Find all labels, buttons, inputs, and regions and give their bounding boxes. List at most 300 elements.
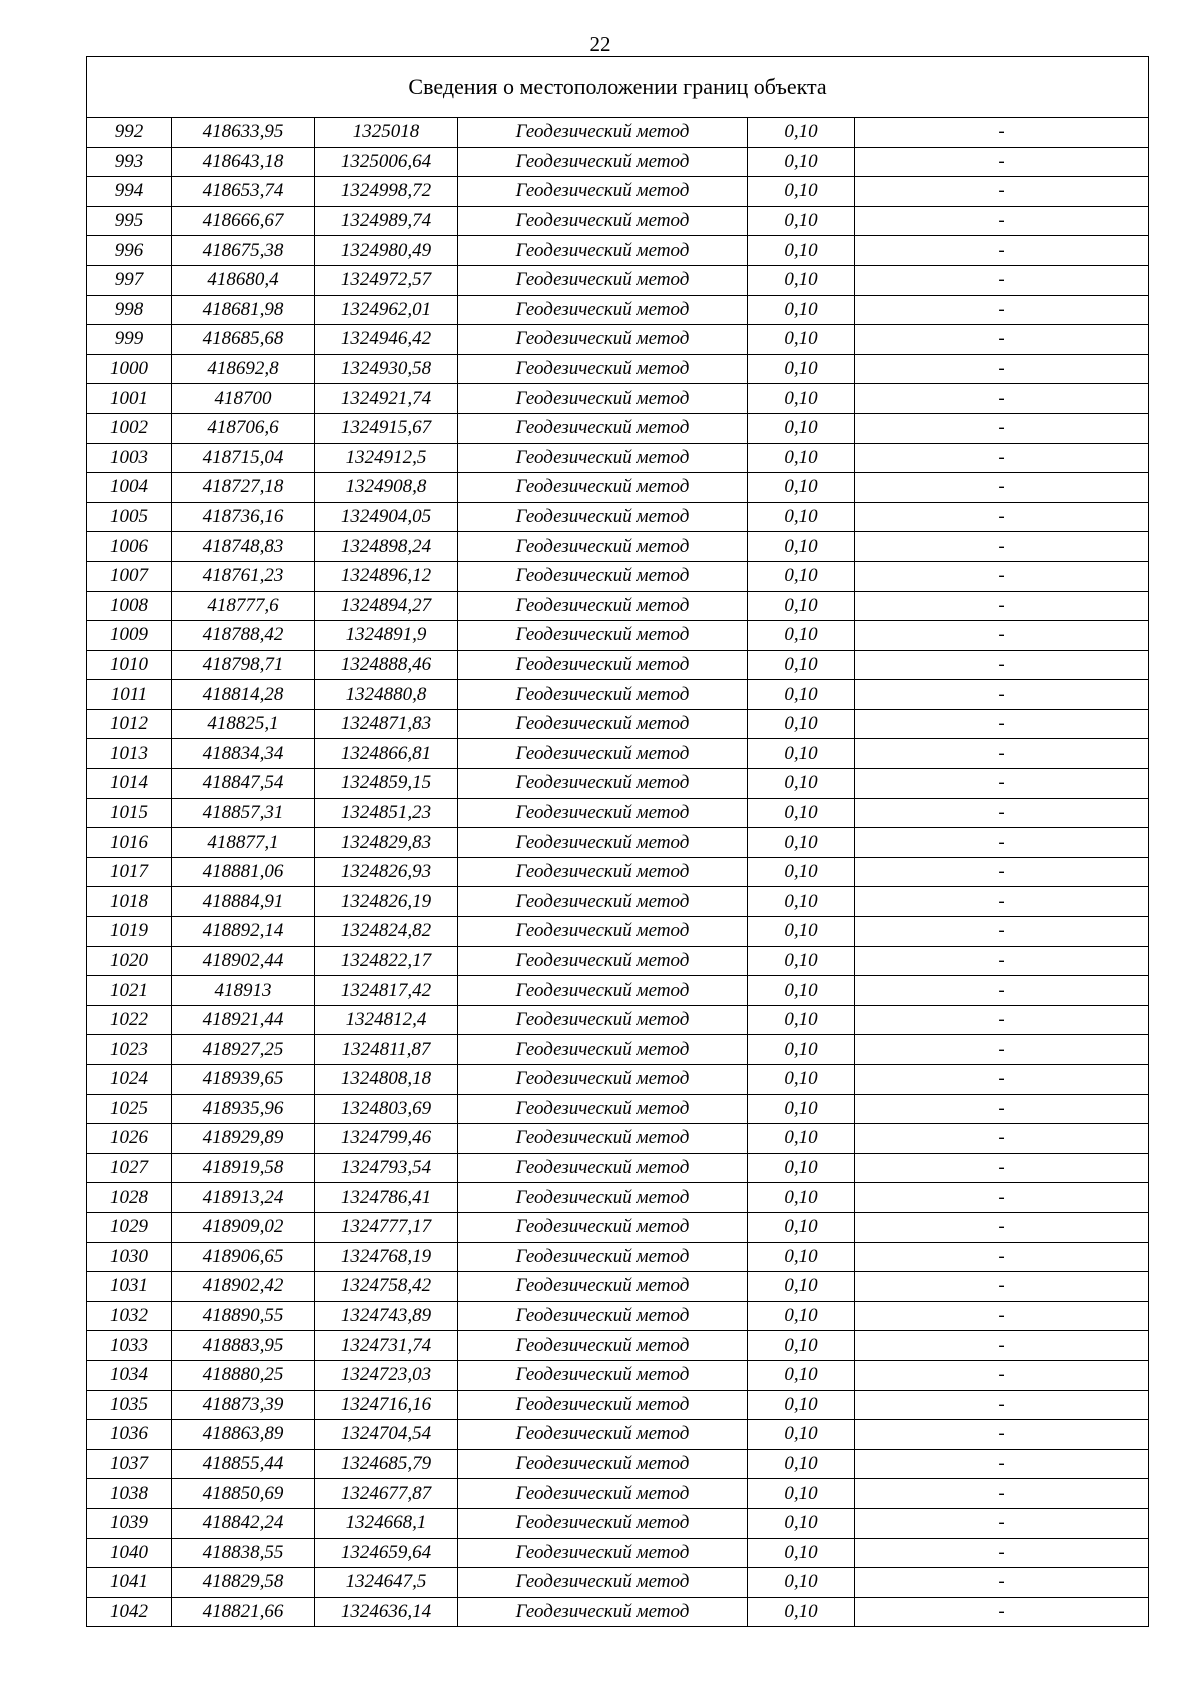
point-number-cell: 1035 [87,1390,172,1420]
accuracy-cell: 0,10 [748,1420,855,1450]
description-cell: - [855,680,1149,710]
method-cell: Геодезический метод [458,473,748,503]
description-cell: - [855,443,1149,473]
method-cell: Геодезический метод [458,680,748,710]
point-number-cell: 1003 [87,443,172,473]
description-cell: - [855,147,1149,177]
table-row [87,206,1149,236]
description-cell: - [855,887,1149,917]
point-number-cell: 1021 [87,976,172,1006]
x-coordinate-cell: 418681,98 [172,295,315,325]
point-number-cell: 1001 [87,384,172,414]
point-number-cell: 1014 [87,769,172,799]
method-cell: Геодезический метод [458,147,748,177]
y-coordinate-cell: 1324826,19 [315,887,458,917]
method-cell: Геодезический метод [458,1183,748,1213]
table-row [87,857,1149,887]
x-coordinate-cell: 418847,54 [172,769,315,799]
y-coordinate-cell: 1324829,83 [315,828,458,858]
accuracy-cell: 0,10 [748,1508,855,1538]
x-coordinate-cell: 418653,74 [172,177,315,207]
x-coordinate-cell: 418881,06 [172,857,315,887]
x-coordinate-cell: 418873,39 [172,1390,315,1420]
method-cell: Геодезический метод [458,1065,748,1095]
method-cell: Геодезический метод [458,1272,748,1302]
y-coordinate-cell: 1324777,17 [315,1212,458,1242]
point-number-cell: 1000 [87,354,172,384]
method-cell: Геодезический метод [458,1568,748,1598]
description-cell: - [855,384,1149,414]
y-coordinate-cell: 1324786,41 [315,1183,458,1213]
x-coordinate-cell: 418863,89 [172,1420,315,1450]
accuracy-cell: 0,10 [748,1124,855,1154]
method-cell: Геодезический метод [458,1301,748,1331]
description-cell: - [855,118,1149,148]
point-number-cell: 1030 [87,1242,172,1272]
point-number-cell: 1032 [87,1301,172,1331]
accuracy-cell: 0,10 [748,1094,855,1124]
description-cell: - [855,1035,1149,1065]
y-coordinate-cell: 1324659,64 [315,1538,458,1568]
table-row [87,325,1149,355]
point-number-cell: 1015 [87,798,172,828]
description-cell: - [855,1420,1149,1450]
table-row [87,976,1149,1006]
table-row [87,650,1149,680]
accuracy-cell: 0,10 [748,1183,855,1213]
x-coordinate-cell: 418921,44 [172,1005,315,1035]
description-cell: - [855,473,1149,503]
x-coordinate-cell: 418883,95 [172,1331,315,1361]
method-cell: Геодезический метод [458,265,748,295]
accuracy-cell: 0,10 [748,857,855,887]
method-cell: Геодезический метод [458,443,748,473]
table-row [87,798,1149,828]
point-number-cell: 1016 [87,828,172,858]
description-cell: - [855,828,1149,858]
accuracy-cell: 0,10 [748,1331,855,1361]
accuracy-cell: 0,10 [748,295,855,325]
accuracy-cell: 0,10 [748,1597,855,1627]
table-row [87,1449,1149,1479]
y-coordinate-cell: 1324636,14 [315,1597,458,1627]
point-number-cell: 992 [87,118,172,148]
y-coordinate-cell: 1324891,9 [315,621,458,651]
accuracy-cell: 0,10 [748,1538,855,1568]
method-cell: Геодезический метод [458,1420,748,1450]
y-coordinate-cell: 1324915,67 [315,413,458,443]
description-cell: - [855,1538,1149,1568]
method-cell: Геодезический метод [458,1242,748,1272]
accuracy-cell: 0,10 [748,621,855,651]
x-coordinate-cell: 418929,89 [172,1124,315,1154]
y-coordinate-cell: 1324946,42 [315,325,458,355]
description-cell: - [855,1479,1149,1509]
description-cell: - [855,1153,1149,1183]
point-number-cell: 1018 [87,887,172,917]
table-row [87,236,1149,266]
table-row [87,887,1149,917]
y-coordinate-cell: 1324822,17 [315,946,458,976]
point-number-cell: 1007 [87,561,172,591]
method-cell: Геодезический метод [458,354,748,384]
y-coordinate-cell: 1324859,15 [315,769,458,799]
y-coordinate-cell: 1324989,74 [315,206,458,236]
y-coordinate-cell: 1324851,23 [315,798,458,828]
description-cell: - [855,917,1149,947]
method-cell: Геодезический метод [458,384,748,414]
accuracy-cell: 0,10 [748,413,855,443]
point-number-cell: 1002 [87,413,172,443]
description-cell: - [855,1094,1149,1124]
x-coordinate-cell: 418855,44 [172,1449,315,1479]
point-number-cell: 1039 [87,1508,172,1538]
table-row [87,591,1149,621]
table-row [87,147,1149,177]
x-coordinate-cell: 418935,96 [172,1094,315,1124]
method-cell: Геодезический метод [458,769,748,799]
y-coordinate-cell: 1324731,74 [315,1331,458,1361]
description-cell: - [855,621,1149,651]
method-cell: Геодезический метод [458,1538,748,1568]
point-number-cell: 995 [87,206,172,236]
table-row [87,1124,1149,1154]
table-row [87,1331,1149,1361]
x-coordinate-cell: 418877,1 [172,828,315,858]
description-cell: - [855,1272,1149,1302]
accuracy-cell: 0,10 [748,887,855,917]
x-coordinate-cell: 418902,44 [172,946,315,976]
description-cell: - [855,1360,1149,1390]
description-cell: - [855,265,1149,295]
table-row [87,443,1149,473]
description-cell: - [855,1065,1149,1095]
description-cell: - [855,1124,1149,1154]
point-number-cell: 999 [87,325,172,355]
x-coordinate-cell: 418857,31 [172,798,315,828]
y-coordinate-cell: 1324803,69 [315,1094,458,1124]
method-cell: Геодезический метод [458,917,748,947]
x-coordinate-cell: 418798,71 [172,650,315,680]
method-cell: Геодезический метод [458,1153,748,1183]
x-coordinate-cell: 418939,65 [172,1065,315,1095]
accuracy-cell: 0,10 [748,680,855,710]
table-row [87,561,1149,591]
point-number-cell: 1020 [87,946,172,976]
point-number-cell: 1027 [87,1153,172,1183]
y-coordinate-cell: 1324716,16 [315,1390,458,1420]
point-number-cell: 1013 [87,739,172,769]
accuracy-cell: 0,10 [748,1035,855,1065]
y-coordinate-cell: 1324824,82 [315,917,458,947]
point-number-cell: 1026 [87,1124,172,1154]
method-cell: Геодезический метод [458,650,748,680]
table-row [87,265,1149,295]
y-coordinate-cell: 1324898,24 [315,532,458,562]
accuracy-cell: 0,10 [748,1242,855,1272]
point-number-cell: 1019 [87,917,172,947]
method-cell: Геодезический метод [458,828,748,858]
x-coordinate-cell: 418927,25 [172,1035,315,1065]
method-cell: Геодезический метод [458,1597,748,1627]
y-coordinate-cell: 1324768,19 [315,1242,458,1272]
accuracy-cell: 0,10 [748,828,855,858]
description-cell: - [855,798,1149,828]
accuracy-cell: 0,10 [748,1449,855,1479]
table-row [87,502,1149,532]
table-row [87,739,1149,769]
accuracy-cell: 0,10 [748,325,855,355]
method-cell: Геодезический метод [458,206,748,236]
accuracy-cell: 0,10 [748,1360,855,1390]
table-row [87,828,1149,858]
y-coordinate-cell: 1324704,54 [315,1420,458,1450]
y-coordinate-cell: 1324677,87 [315,1479,458,1509]
point-number-cell: 1041 [87,1568,172,1598]
description-cell: - [855,1183,1149,1213]
description-cell: - [855,1331,1149,1361]
method-cell: Геодезический метод [458,1390,748,1420]
method-cell: Геодезический метод [458,561,748,591]
y-coordinate-cell: 1324866,81 [315,739,458,769]
point-number-cell: 994 [87,177,172,207]
method-cell: Геодезический метод [458,1449,748,1479]
point-number-cell: 1028 [87,1183,172,1213]
x-coordinate-cell: 418919,58 [172,1153,315,1183]
table-row [87,1035,1149,1065]
table-row [87,413,1149,443]
method-cell: Геодезический метод [458,1212,748,1242]
table-row [87,946,1149,976]
point-number-cell: 1009 [87,621,172,651]
table-body [87,118,1149,1627]
accuracy-cell: 0,10 [748,1272,855,1302]
x-coordinate-cell: 418902,42 [172,1272,315,1302]
point-number-cell: 996 [87,236,172,266]
accuracy-cell: 0,10 [748,236,855,266]
y-coordinate-cell: 1324921,74 [315,384,458,414]
boundary-table-sheet [86,56,1148,1627]
accuracy-cell: 0,10 [748,769,855,799]
y-coordinate-cell: 1324808,18 [315,1065,458,1095]
method-cell: Геодезический метод [458,709,748,739]
y-coordinate-cell: 1324904,05 [315,502,458,532]
x-coordinate-cell: 418850,69 [172,1479,315,1509]
y-coordinate-cell: 1324799,46 [315,1124,458,1154]
x-coordinate-cell: 418842,24 [172,1508,315,1538]
table-row [87,1212,1149,1242]
description-cell: - [855,206,1149,236]
description-cell: - [855,354,1149,384]
table-row [87,1479,1149,1509]
method-cell: Геодезический метод [458,857,748,887]
x-coordinate-cell: 418788,42 [172,621,315,651]
point-number-cell: 1038 [87,1479,172,1509]
y-coordinate-cell: 1324972,57 [315,265,458,295]
y-coordinate-cell: 1324888,46 [315,650,458,680]
x-coordinate-cell: 418821,66 [172,1597,315,1627]
x-coordinate-cell: 418706,6 [172,413,315,443]
accuracy-cell: 0,10 [748,1065,855,1095]
x-coordinate-cell: 418906,65 [172,1242,315,1272]
y-coordinate-cell: 1324812,4 [315,1005,458,1035]
description-cell: - [855,502,1149,532]
accuracy-cell: 0,10 [748,1390,855,1420]
y-coordinate-cell: 1324930,58 [315,354,458,384]
method-cell: Геодезический метод [458,177,748,207]
point-number-cell: 1029 [87,1212,172,1242]
description-cell: - [855,325,1149,355]
description-cell: - [855,976,1149,1006]
x-coordinate-cell: 418685,68 [172,325,315,355]
table-row [87,1420,1149,1450]
x-coordinate-cell: 418834,34 [172,739,315,769]
x-coordinate-cell: 418680,4 [172,265,315,295]
table-row [87,1597,1149,1627]
accuracy-cell: 0,10 [748,1212,855,1242]
description-cell: - [855,709,1149,739]
point-number-cell: 1042 [87,1597,172,1627]
point-number-cell: 1040 [87,1538,172,1568]
table-row [87,1242,1149,1272]
description-cell: - [855,857,1149,887]
accuracy-cell: 0,10 [748,917,855,947]
method-cell: Геодезический метод [458,118,748,148]
x-coordinate-cell: 418913 [172,976,315,1006]
description-cell: - [855,177,1149,207]
x-coordinate-cell: 418736,16 [172,502,315,532]
y-coordinate-cell: 1324826,93 [315,857,458,887]
y-coordinate-cell: 1324685,79 [315,1449,458,1479]
description-cell: - [855,769,1149,799]
point-number-cell: 1006 [87,532,172,562]
point-number-cell: 1024 [87,1065,172,1095]
x-coordinate-cell: 418777,6 [172,591,315,621]
accuracy-cell: 0,10 [748,532,855,562]
table-row [87,621,1149,651]
y-coordinate-cell: 1324980,49 [315,236,458,266]
y-coordinate-cell: 1325006,64 [315,147,458,177]
x-coordinate-cell: 418884,91 [172,887,315,917]
description-cell: - [855,1508,1149,1538]
method-cell: Геодезический метод [458,887,748,917]
description-cell: - [855,591,1149,621]
method-cell: Геодезический метод [458,1035,748,1065]
method-cell: Геодезический метод [458,295,748,325]
description-cell: - [855,946,1149,976]
method-cell: Геодезический метод [458,1005,748,1035]
point-number-cell: 1012 [87,709,172,739]
x-coordinate-cell: 418633,95 [172,118,315,148]
accuracy-cell: 0,10 [748,709,855,739]
method-cell: Геодезический метод [458,591,748,621]
y-coordinate-cell: 1324896,12 [315,561,458,591]
table-row [87,1065,1149,1095]
y-coordinate-cell: 1324880,8 [315,680,458,710]
description-cell: - [855,1301,1149,1331]
accuracy-cell: 0,10 [748,118,855,148]
x-coordinate-cell: 418692,8 [172,354,315,384]
point-number-cell: 1023 [87,1035,172,1065]
x-coordinate-cell: 418890,55 [172,1301,315,1331]
y-coordinate-cell: 1324912,5 [315,443,458,473]
accuracy-cell: 0,10 [748,502,855,532]
x-coordinate-cell: 418814,28 [172,680,315,710]
accuracy-cell: 0,10 [748,1568,855,1598]
table-row [87,1301,1149,1331]
method-cell: Геодезический метод [458,976,748,1006]
accuracy-cell: 0,10 [748,1479,855,1509]
accuracy-cell: 0,10 [748,1153,855,1183]
description-cell: - [855,650,1149,680]
accuracy-cell: 0,10 [748,1301,855,1331]
description-cell: - [855,532,1149,562]
y-coordinate-cell: 1324758,42 [315,1272,458,1302]
method-cell: Геодезический метод [458,946,748,976]
x-coordinate-cell: 418825,1 [172,709,315,739]
accuracy-cell: 0,10 [748,265,855,295]
x-coordinate-cell: 418909,02 [172,1212,315,1242]
x-coordinate-cell: 418761,23 [172,561,315,591]
y-coordinate-cell: 1324668,1 [315,1508,458,1538]
description-cell: - [855,1212,1149,1242]
method-cell: Геодезический метод [458,1360,748,1390]
description-cell: - [855,295,1149,325]
y-coordinate-cell: 1324998,72 [315,177,458,207]
x-coordinate-cell: 418880,25 [172,1360,315,1390]
accuracy-cell: 0,10 [748,473,855,503]
table-row [87,1183,1149,1213]
method-cell: Геодезический метод [458,236,748,266]
method-cell: Геодезический метод [458,1094,748,1124]
method-cell: Геодезический метод [458,532,748,562]
method-cell: Геодезический метод [458,1508,748,1538]
page-number: 22 [589,32,611,56]
y-coordinate-cell: 1324811,87 [315,1035,458,1065]
table-row [87,177,1149,207]
description-cell: - [855,1597,1149,1627]
accuracy-cell: 0,10 [748,561,855,591]
table-row [87,1153,1149,1183]
x-coordinate-cell: 418727,18 [172,473,315,503]
table-row [87,1508,1149,1538]
table-row [87,1390,1149,1420]
boundary-coordinates-table [86,56,1149,1627]
description-cell: - [855,236,1149,266]
point-number-cell: 1036 [87,1420,172,1450]
description-cell: - [855,1390,1149,1420]
table-row [87,1538,1149,1568]
y-coordinate-cell: 1324793,54 [315,1153,458,1183]
point-number-cell: 1004 [87,473,172,503]
accuracy-cell: 0,10 [748,591,855,621]
table-title: Сведения о местоположении границ объекта [87,57,1149,118]
accuracy-cell: 0,10 [748,177,855,207]
method-cell: Геодезический метод [458,1124,748,1154]
accuracy-cell: 0,10 [748,443,855,473]
accuracy-cell: 0,10 [748,1005,855,1035]
x-coordinate-cell: 418748,83 [172,532,315,562]
x-coordinate-cell: 418715,04 [172,443,315,473]
point-number-cell: 1037 [87,1449,172,1479]
description-cell: - [855,739,1149,769]
method-cell: Геодезический метод [458,621,748,651]
table-row [87,473,1149,503]
x-coordinate-cell: 418892,14 [172,917,315,947]
y-coordinate-cell: 1324908,8 [315,473,458,503]
y-coordinate-cell: 1324743,89 [315,1301,458,1331]
point-number-cell: 1034 [87,1360,172,1390]
